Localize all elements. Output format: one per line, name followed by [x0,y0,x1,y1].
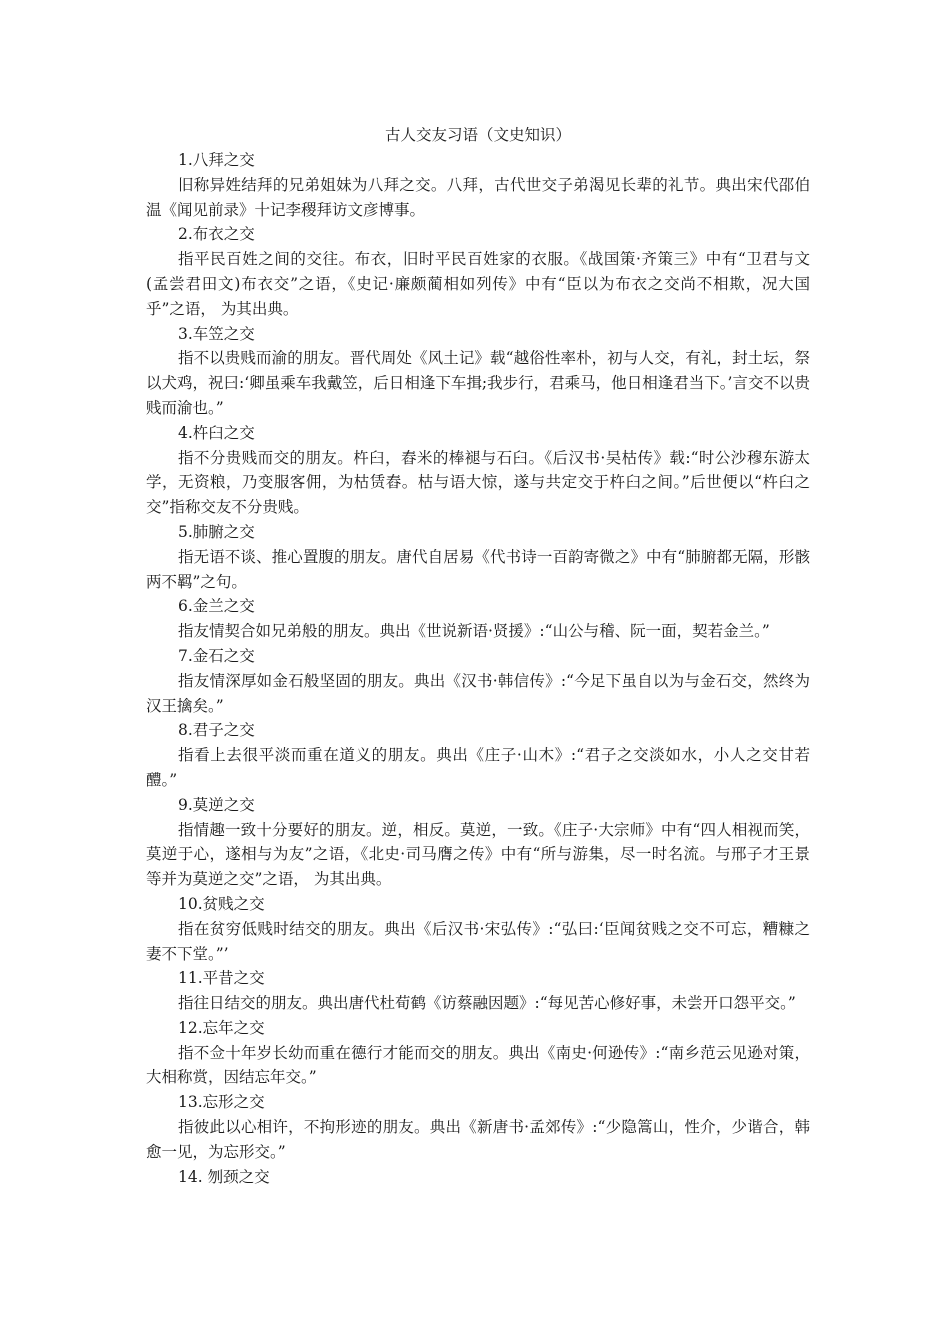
entry-body: 指不以贵贱而渝的朋友。晋代周处《风土记》载“越俗性率朴，初与人交，有礼，封土坛，祭以犬鸡，祝曰:‘卿虽乘车我戴笠，后日相逢下车揖;我步行，君乘马，他日相逢君当下。’言交不以贵贱而渝也。” [146,349,810,417]
entry-heading: 9.莫逆之交 [178,795,255,814]
entry-body: 指友情契合如兄弟般的朋友。典出《世说新语·贤援》:“山公与稽、阮一面，契若金兰。” [178,622,770,641]
entry-heading: 5.肺腑之交 [178,522,255,541]
entry-heading: 2.布衣之交 [178,225,255,244]
entry-heading: 12.忘年之交 [178,1018,265,1037]
entry-body: 指往日结交的朋友。典出唐代杜荀鹤《访蔡融因题》:“每见苦心修好事，未尝开口怨平交。” [178,994,796,1013]
entry-heading: 3.车笠之交 [178,324,255,343]
entry-body: 指看上去很平淡而重在道义的朋友。典出《庄子·山木》:“君子之交淡如水，小人之交甘若醴。” [146,746,810,789]
document-title: 古人交友习语（文史知识） [384,126,571,144]
entry-body: 指不佥十年岁长幼而重在德行才能而交的朋友。典出《南史·何逊传》:“南乡范云见逊对策，大相称赏，因结忘年交。” [146,1043,810,1087]
entry-body: 指不分贵贱而交的朋友。杵臼，舂米的棒褪与石臼。《后汉书·吴枯传》载:“时公沙穆东游太学，无资粮，乃变服客佣，为枯赁舂。枯与语大惊，遂与共定交于杵臼之间。”后世便以“杵臼之交”指称交友不分贵贱。 [146,448,810,517]
entry-heading: 7.金石之交 [178,646,255,665]
entry-heading: 14. 刎颈之交 [178,1167,270,1186]
entry-body: 指无语不谈、推心置腹的朋友。唐代自居易《代书诗一百韵寄微之》中有“肺腑都无隔，形骸两不羁”之句。 [146,547,810,591]
document-page [146,122,810,1189]
entry-heading: 6.金兰之交 [178,597,255,616]
entry-heading: 11.平昔之交 [178,969,265,988]
entry-body: 指彼此以心相许，不拘形迹的朋友。典出《新唐书·孟郊传》:“少隐篙山，性介，少谐合，韩愈一见，为忘形交。” [146,1118,810,1161]
entry-heading: 10.贫贱之交 [178,894,265,913]
entry-heading: 1.八拜之交 [178,151,255,169]
entry-heading: 4.杵臼之交 [178,423,255,442]
entry-list [146,148,810,1189]
entry-body: 旧称异姓结拜的兄弟姐妹为八拜之交。八拜，古代世交子弟渴见长辈的礼节。典出宋代邵伯温《闻见前录》十记李稷拜访文彦博事。 [146,175,810,219]
entry-body: 指友情深厚如金石般坚固的朋友。典出《汉书·韩信传》:“今足下虽自以为与金石交，然终为汉王擒矣。” [146,671,810,715]
entry-body: 指平民百姓之间的交往。布衣，旧时平民百姓家的衣服。《战国策·齐策三》中有“卫君与文 (孟尝君田文)布衣交”之语，《史记·廉颇蔺相如列传》中有“臣以为布衣之交尚不相欺，况大国乎”之语， 为其出典。 [146,250,810,318]
entry-heading: 8.君子之交 [178,721,255,740]
entry-body: 指情趣一致十分要好的朋友。逆，相反。莫逆，一致。《庄子·大宗师》中有“四人相视而笑，莫逆于心，遂相与为友”之语，《北史·司马膺之传》中有“所与游集，尽一时名流。与邢子才王景等并为莫逆之交”之语， 为其出典。 [146,820,810,889]
entry-body: 指在贫穷低贱时结交的朋友。典出《后汉书·宋弘传》:“弘曰:‘臣闻贫贱之交不可忘，糟糠之妻不下堂。”’ [146,919,810,963]
entry-heading: 13.忘形之交 [178,1093,265,1112]
